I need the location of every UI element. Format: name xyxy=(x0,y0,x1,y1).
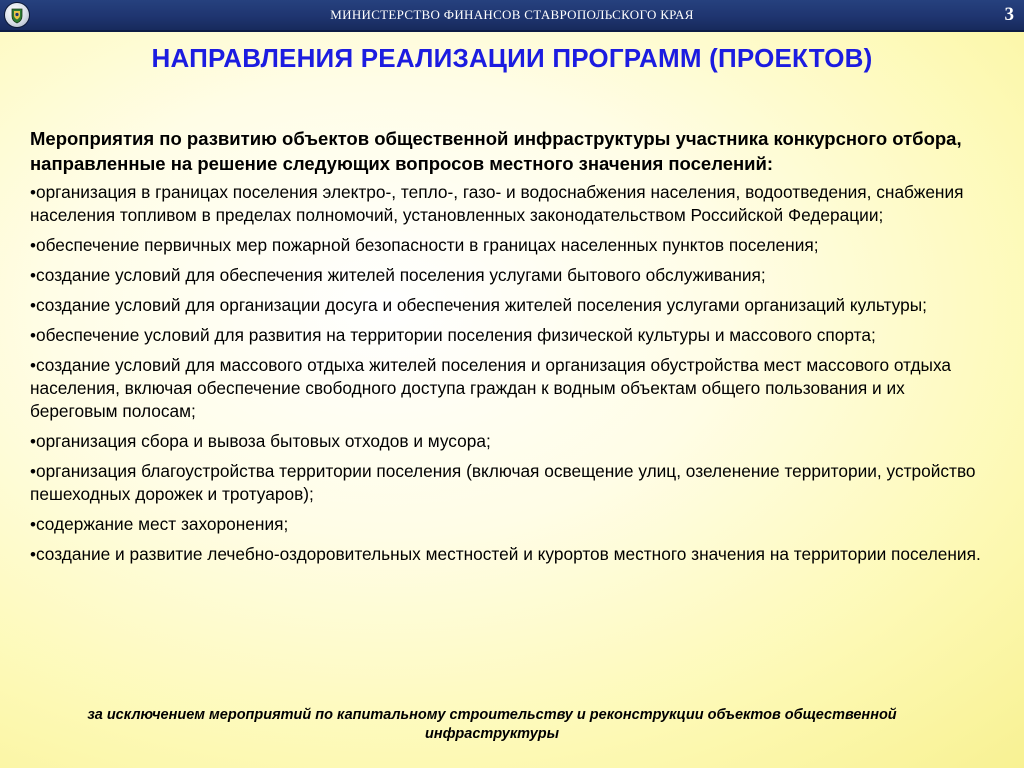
bullet-icon: • xyxy=(30,183,36,202)
bullet-icon: • xyxy=(30,296,36,315)
list-item-text: организация благоустройства территории поселения (включая освещение улиц, озеленение территории, устройство пешеходных дорожек и тротуаров); xyxy=(30,461,976,504)
header-bar xyxy=(0,0,1024,32)
bullet-icon: • xyxy=(30,432,36,451)
slide-number: 3 xyxy=(1004,4,1014,25)
list-item-text: обеспечение первичных мер пожарной безопасности в границах населенных пунктов поселения; xyxy=(35,235,819,255)
bullet-icon: • xyxy=(30,545,36,564)
list-item-text: создание условий для массового отдыха жителей поселения и организация обустройства мест массового отдыха населения, включая обеспечение свободного доступа граждан к водным объектам общего пользования и их береговым полосам; xyxy=(30,355,952,421)
list-item xyxy=(30,294,990,317)
bullet-icon: • xyxy=(30,236,36,255)
list-item xyxy=(30,264,990,287)
list-item-text: создание и развитие лечебно-оздоровительных местностей и курортов местного значения на территории поселения. xyxy=(35,544,981,564)
list-item xyxy=(30,354,990,423)
bullet-icon: • xyxy=(30,515,36,534)
list-item-text: организация сбора и вывоза бытовых отходов и мусора; xyxy=(35,431,491,451)
bullet-icon: • xyxy=(30,266,36,285)
list-item xyxy=(30,543,990,566)
intro-text: Мероприятия по развитию объектов общественной инфраструктуры участника конкурсного отбора, направленные на решение следующих вопросов местного значения поселений: xyxy=(30,128,962,174)
bullet-icon: • xyxy=(30,326,36,345)
list-item xyxy=(30,430,990,453)
list-item-text: содержание мест захоронения; xyxy=(35,514,289,534)
list-item xyxy=(30,324,990,347)
bullet-list xyxy=(30,181,990,566)
list-item-text: организация в границах поселения электро-, тепло-, газо- и водоснабжения населения, водоотведения, снабжения населения топливом в пределах полномочий, установленных законодательством Российской Федерации; xyxy=(30,182,964,225)
list-item-text: создание условий для организации досуга и обеспечения жителей поселения услугами организаций культуры; xyxy=(35,295,927,315)
list-item-text: обеспечение условий для развития на территории поселения физической культуры и массового спорта; xyxy=(35,325,876,345)
list-item-text: создание условий для обеспечения жителей поселения услугами бытового обслуживания; xyxy=(35,265,766,285)
footer-note: за исключением мероприятий по капитальному строительству и реконструкции объектов общественной инфраструктуры xyxy=(87,707,897,742)
list-item xyxy=(30,181,990,227)
list-item xyxy=(30,234,990,257)
bullet-icon: • xyxy=(30,356,36,375)
page-title: НАПРАВЛЕНИЯ РЕАЛИЗАЦИИ ПРОГРАММ (ПРОЕКТОВ) xyxy=(151,43,873,73)
ministry-name: МИНИСТЕРСТВО ФИНАНСОВ СТАВРОПОЛЬСКОГО КРАЯ xyxy=(330,7,694,22)
slide-body xyxy=(30,126,990,573)
list-item xyxy=(30,513,990,536)
bullet-icon: • xyxy=(30,462,36,481)
list-item xyxy=(30,460,990,506)
